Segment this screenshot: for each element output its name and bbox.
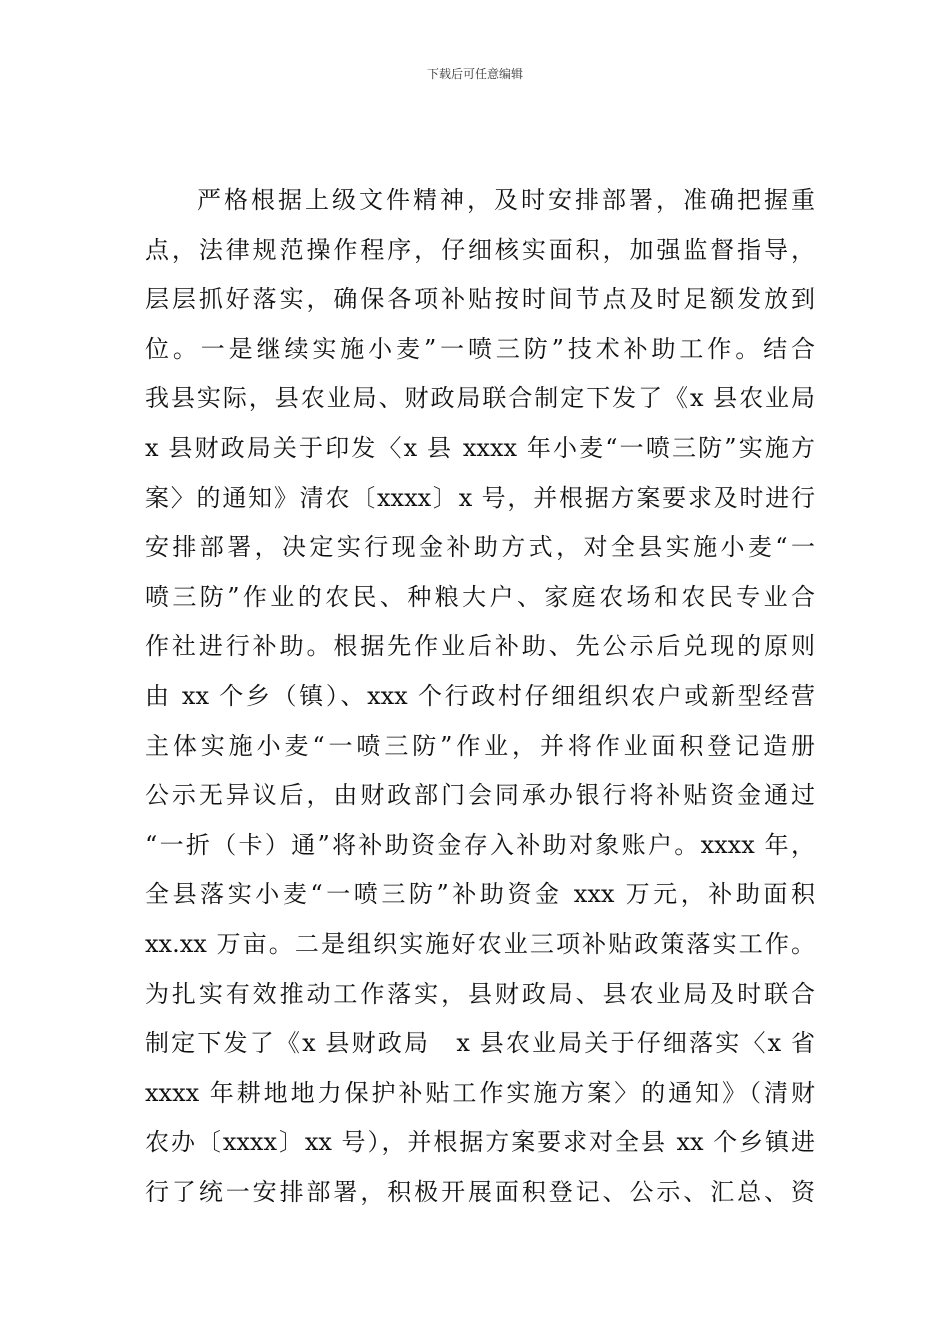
text-line: 全县落实小麦“一喷三防”补助资金 xxx 万元，补助面积 [145,880,815,909]
text-line: 行了统一安排部署，积极开展面积登记、公示、汇总、资 [145,1177,815,1206]
text-line: 由 xx 个乡（镇）、xxx 个行政村仔细组织农户或新型经营 [145,681,815,710]
text-line: 点，法律规范操作程序，仔细核实面积，加强监督指导， [145,235,815,264]
text-line: 我县实际，县农业局、财政局联合制定下发了《x 县农业局 [145,384,815,413]
text-line: 作社进行补助。根据先作业后补助、先公示后兑现的原则 [145,632,815,661]
text-line: xxxx 年耕地地力保护补贴工作实施方案〉的通知》（清财 [145,1078,815,1107]
text-line: 公示无异议后，由财政部门会同承办银行将补贴资金通过 [145,781,815,810]
text-line: 为扎实有效推动工作落实，县财政局、县农业局及时联合 [145,979,815,1008]
text-line: 喷三防”作业的农民、种粮大户、家庭农场和农民专业合 [145,582,815,611]
text-line: 层层抓好落实，确保各项补贴按时间节点及时足额发放到 [145,285,815,314]
document-body [145,176,815,1217]
text-line: 安排部署，决定实行现金补助方式，对全县实施小麦“一 [145,533,815,562]
text-line: 位。一是继续实施小麦”一喷三防”技术补助工作。结合 [145,334,815,363]
text-line: 案〉的通知》清农〔xxxx〕x 号，并根据方案要求及时进行 [145,483,815,512]
text-line: 严格根据上级文件精神，及时安排部署，准确把握重 [197,186,815,214]
text-line: 制定下发了《x 县财政局 x 县农业局关于仔细落实〈x 省 [145,1029,815,1058]
download-note: 下载后可任意编辑 [426,67,523,81]
text-line: “一折（卡）通”将补助资金存入补助对象账户。xxxx 年， [145,830,815,859]
text-line: 农办〔xxxx〕xx 号），并根据方案要求对全县 xx 个乡镇进 [145,1128,815,1157]
text-line: x 县财政局关于印发〈x 县 xxxx 年小麦“一喷三防”实施方 [145,433,815,462]
text-line: 主体实施小麦“一喷三防”作业，并将作业面积登记造册 [145,731,815,760]
text-line: xx.xx 万亩。二是组织实施好农业三项补贴政策落实工作。 [145,929,815,958]
